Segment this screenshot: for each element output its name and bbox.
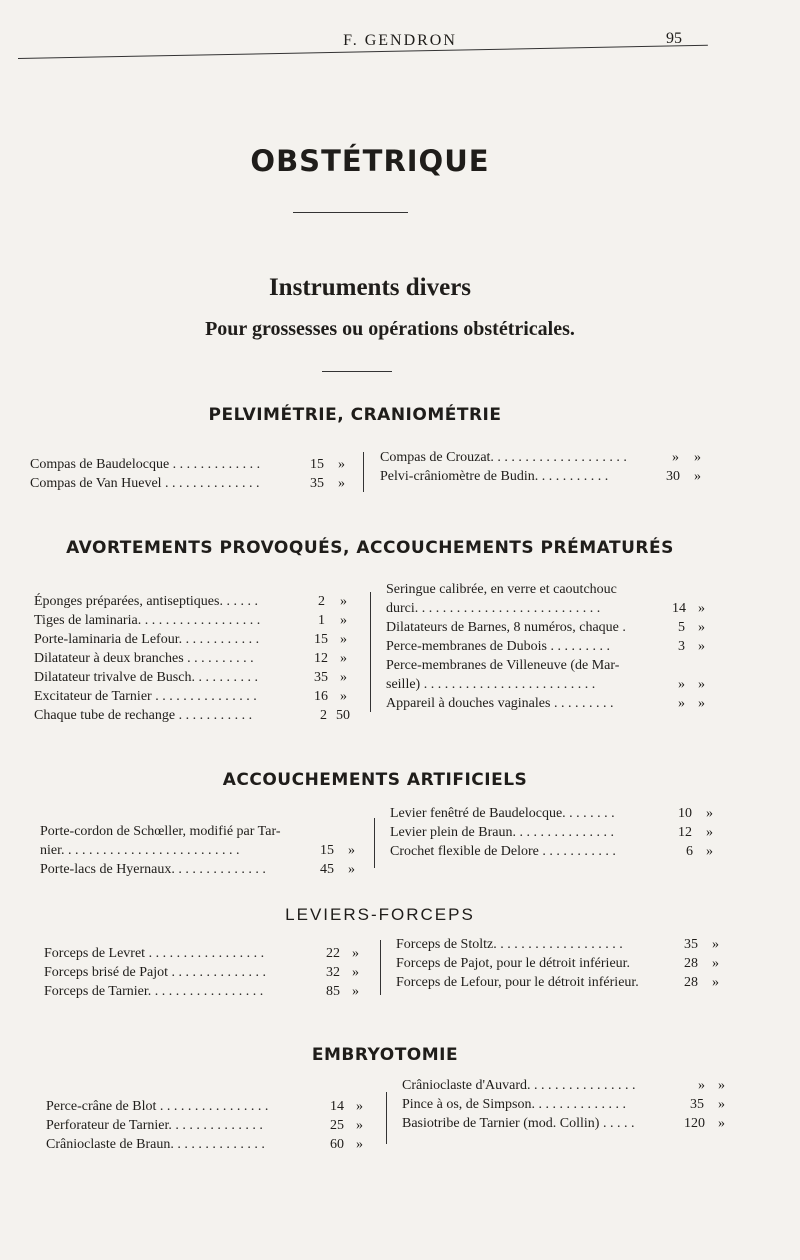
item-price: 15 (320, 843, 334, 858)
group-left-column (34, 592, 364, 725)
item-name: Seringue calibrée, en verre et caoutchouc (386, 582, 617, 597)
title-rule (293, 212, 408, 213)
item-unit: » (712, 956, 719, 971)
item-name: Crânioclaste d'Auvard. . . . . . . . . . . . . . . . (402, 1078, 636, 1093)
list-item (390, 823, 730, 842)
item-price: 10 (678, 806, 692, 821)
item-name: Basiotribe de Tarnier (mod. Collin) . . . . . (402, 1116, 635, 1131)
item-name: Forceps de Stoltz. . . . . . . . . . . . . . . . . . . (396, 937, 623, 952)
list-item (386, 675, 726, 694)
item-name: Compas de Baudelocque . . . . . . . . . . . . . (30, 457, 261, 472)
item-name: Compas de Crouzat. . . . . . . . . . . . . . . . . . . . (380, 450, 627, 465)
group-right-column (386, 580, 726, 713)
item-price: » (698, 1078, 705, 1093)
list-item (44, 944, 374, 963)
page-number: 95 (666, 30, 682, 47)
column-divider (374, 818, 375, 868)
item-unit: » (340, 594, 347, 609)
list-item (380, 448, 720, 467)
item-unit: » (698, 639, 705, 654)
item-name: Porte-cordon de Schœller, modifié par Tar- (40, 824, 281, 839)
item-unit: » (356, 1099, 363, 1114)
list-item (390, 842, 730, 861)
item-name: Forceps de Pajot, pour le détroit inférieur. (396, 956, 631, 971)
list-item (30, 474, 360, 493)
item-unit: » (718, 1116, 725, 1131)
item-name: Éponges préparées, antiseptiques. . . . . . (34, 594, 258, 609)
item-unit: » (706, 825, 713, 840)
item-unit: » (338, 476, 345, 491)
item-price: 12 (678, 825, 692, 840)
item-price: 2 (320, 708, 327, 723)
group-left-column (30, 455, 360, 493)
list-item (44, 963, 374, 982)
group-left-column (40, 822, 370, 879)
list-item (380, 467, 720, 486)
item-name: Forceps de Lefour, pour le détroit inférieur. (396, 975, 639, 990)
item-name: Levier plein de Braun. . . . . . . . . . . . . . . (390, 825, 614, 840)
list-item (34, 630, 364, 649)
item-price: 6 (686, 844, 693, 859)
item-unit: » (698, 620, 705, 635)
item-unit: » (356, 1118, 363, 1133)
group-heading: EMBRYOTOMIE (311, 1045, 459, 1065)
list-item (34, 592, 364, 611)
group-right-column (380, 448, 720, 486)
item-price: 28 (684, 975, 698, 990)
item-name: Chaque tube de rechange . . . . . . . . . . . (34, 708, 253, 723)
item-price: 35 (314, 670, 328, 685)
item-name: Dilatateur trivalve de Busch. . . . . . . . . . (34, 670, 258, 685)
item-unit: » (340, 613, 347, 628)
item-unit: » (352, 946, 359, 961)
item-price: 35 (684, 937, 698, 952)
list-item (386, 599, 726, 618)
item-price: 60 (330, 1137, 344, 1152)
running-title: F. GENDRON (343, 32, 457, 49)
item-price: 1 (318, 613, 325, 628)
item-price: 14 (672, 601, 686, 616)
group-right-column (402, 1076, 742, 1133)
item-unit: » (712, 937, 719, 952)
list-item (40, 841, 370, 860)
item-price: 32 (326, 965, 340, 980)
item-unit: » (698, 601, 705, 616)
item-price: 25 (330, 1118, 344, 1133)
list-item (396, 954, 736, 973)
group-right-column (396, 935, 736, 992)
item-name: Perforateur de Tarnier. . . . . . . . . . . . . . (46, 1118, 263, 1133)
item-unit: » (356, 1137, 363, 1152)
item-unit: » (338, 457, 345, 472)
item-price: 30 (666, 469, 680, 484)
item-price: 35 (310, 476, 324, 491)
item-unit: » (718, 1097, 725, 1112)
list-item (34, 687, 364, 706)
item-price: 16 (314, 689, 328, 704)
item-name: durci. . . . . . . . . . . . . . . . . . . . . . . . . . . (386, 601, 601, 616)
group-left-column (44, 944, 374, 1001)
item-unit: » (694, 469, 701, 484)
section-subtitle: Pour grossesses ou opérations obstétricales. (205, 318, 575, 340)
item-unit: » (348, 843, 355, 858)
list-item (34, 668, 364, 687)
list-item (386, 656, 726, 675)
item-name: Levier fenêtré de Baudelocque. . . . . . . . (390, 806, 615, 821)
item-name: Perce-crâne de Blot . . . . . . . . . . . . . . . . (46, 1099, 269, 1114)
item-name: Dilatateurs de Barnes, 8 numéros, chaque . (386, 620, 626, 635)
item-unit: » (340, 632, 347, 647)
item-unit: » (340, 689, 347, 704)
item-name: Forceps brisé de Pajot . . . . . . . . . . . . . . (44, 965, 267, 980)
item-price: 45 (320, 862, 334, 877)
item-price: » (678, 677, 685, 692)
list-item (44, 982, 374, 1001)
item-price: 15 (310, 457, 324, 472)
list-item (40, 860, 370, 879)
item-unit: » (706, 844, 713, 859)
item-price: 5 (678, 620, 685, 635)
item-price: » (678, 696, 685, 711)
item-name: Dilatateur à deux branches . . . . . . . . . . (34, 651, 254, 666)
group-right-column (390, 804, 730, 861)
column-divider (363, 452, 364, 492)
item-unit: » (352, 984, 359, 999)
group-heading: LEVIERS-FORCEPS (285, 905, 475, 924)
group-left-column (46, 1097, 376, 1154)
item-price: 12 (314, 651, 328, 666)
column-divider (380, 940, 381, 995)
item-name: Forceps de Levret . . . . . . . . . . . . . . . . . (44, 946, 265, 961)
list-item (386, 637, 726, 656)
item-name: Crânioclaste de Braun. . . . . . . . . . . . . . (46, 1137, 265, 1152)
item-name: Appareil à douches vaginales . . . . . . . . . (386, 696, 614, 711)
item-name: Crochet flexible de Delore . . . . . . . . . . . (390, 844, 616, 859)
list-item (386, 694, 726, 713)
item-unit: 50 (336, 708, 350, 723)
item-unit: » (340, 651, 347, 666)
group-heading: ACCOUCHEMENTS ARTIFICIELS (222, 770, 528, 790)
item-price: 2 (318, 594, 325, 609)
item-price: 3 (678, 639, 685, 654)
item-unit: » (698, 677, 705, 692)
list-item (402, 1095, 742, 1114)
item-price: 85 (326, 984, 340, 999)
item-name: Tiges de laminaria. . . . . . . . . . . . . . . . . . (34, 613, 261, 628)
list-item (402, 1076, 742, 1095)
column-divider (386, 1092, 387, 1144)
item-unit: » (694, 450, 701, 465)
item-price: 120 (684, 1116, 705, 1131)
item-unit: » (348, 862, 355, 877)
list-item (46, 1135, 376, 1154)
item-price: 15 (314, 632, 328, 647)
list-item (34, 649, 364, 668)
item-price: » (672, 450, 679, 465)
list-item (396, 973, 736, 992)
item-name: nier. . . . . . . . . . . . . . . . . . . . . . . . . . (40, 843, 240, 858)
column-divider (370, 592, 371, 712)
list-item (30, 455, 360, 474)
list-item (386, 618, 726, 637)
item-name: Perce-membranes de Villeneuve (de Mar- (386, 658, 620, 673)
list-item (386, 580, 726, 599)
item-unit: » (340, 670, 347, 685)
item-name: Forceps de Tarnier. . . . . . . . . . . . . . . . . (44, 984, 264, 999)
list-item (34, 706, 364, 725)
item-price: 35 (690, 1097, 704, 1112)
list-item (396, 935, 736, 954)
list-item (46, 1097, 376, 1116)
item-name: Porte-laminaria de Lefour. . . . . . . . . . . . (34, 632, 260, 647)
item-unit: » (698, 696, 705, 711)
item-price: 14 (330, 1099, 344, 1114)
item-name: Pince à os, de Simpson. . . . . . . . . . . . . . (402, 1097, 626, 1112)
item-price: 22 (326, 946, 340, 961)
group-heading: PELVIMÉTRIE, CRANIOMÉTRIE (208, 405, 502, 425)
list-item (46, 1116, 376, 1135)
chapter-title: OBSTÉTRIQUE (250, 144, 490, 178)
section-rule (322, 371, 392, 372)
item-name: Excitateur de Tarnier . . . . . . . . . . . . . . . (34, 689, 257, 704)
item-name: seille) . . . . . . . . . . . . . . . . . . . . . . . . . (386, 677, 596, 692)
item-name: Compas de Van Huevel . . . . . . . . . . . . . . (30, 476, 260, 491)
item-unit: » (718, 1078, 725, 1093)
list-item (390, 804, 730, 823)
list-item (34, 611, 364, 630)
item-name: Pelvi-crâniomètre de Budin. . . . . . . . . . . (380, 469, 609, 484)
item-name: Porte-lacs de Hyernaux. . . . . . . . . . . . . . (40, 862, 266, 877)
group-heading: AVORTEMENTS PROVOQUÉS, ACCOUCHEMENTS PRÉMATURÉS (66, 538, 674, 558)
section-title: Instruments divers (268, 274, 472, 301)
item-name: Perce-membranes de Dubois . . . . . . . . . (386, 639, 610, 654)
item-unit: » (352, 965, 359, 980)
item-price: 28 (684, 956, 698, 971)
item-unit: » (712, 975, 719, 990)
list-item (40, 822, 370, 841)
list-item (402, 1114, 742, 1133)
item-unit: » (706, 806, 713, 821)
